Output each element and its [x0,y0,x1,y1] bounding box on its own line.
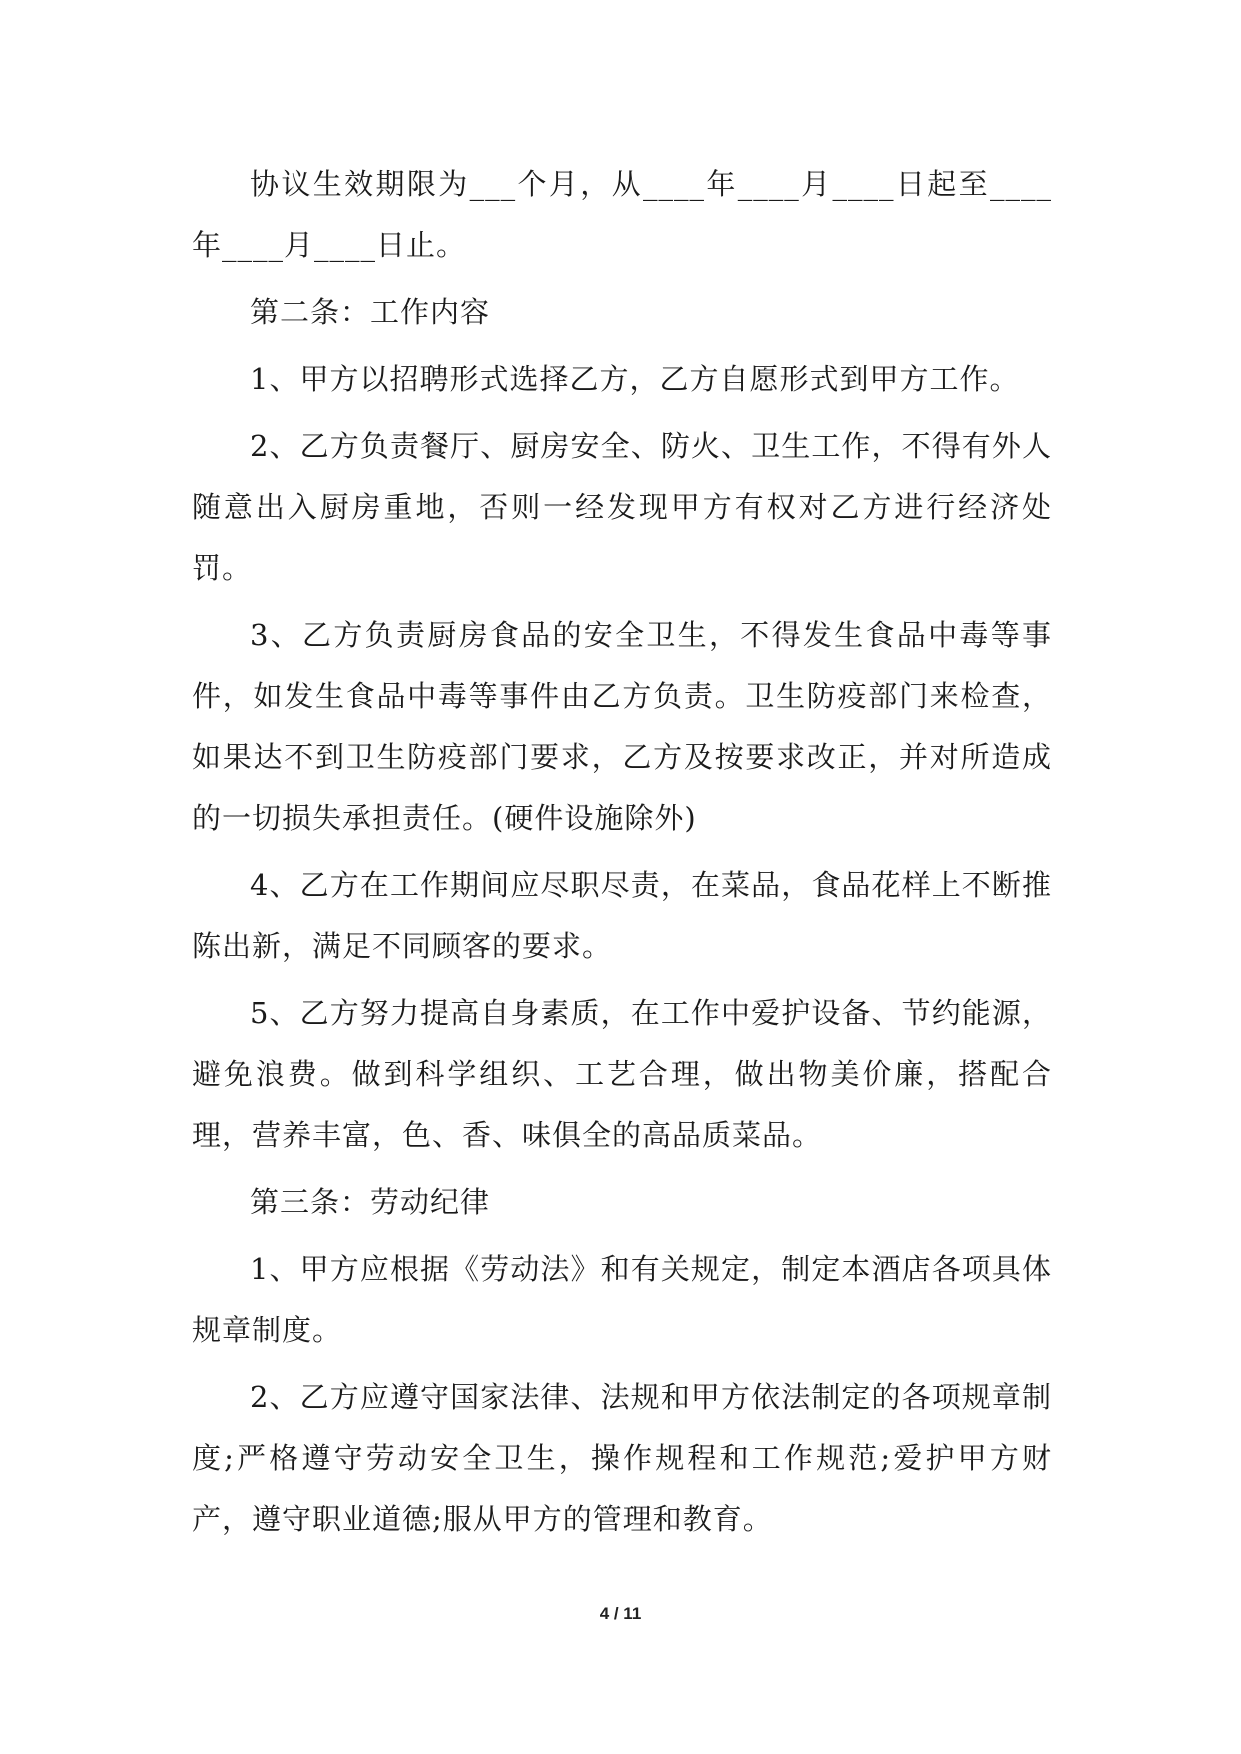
article-3-clause-1: 1、甲方应根据《劳动法》和有关规定，制定本酒店各项具体规章制度。 [192,1252,1052,1347]
validity-period-paragraph: 协议生效期限为___个月，从____年____月____日起至____年____月____日止。 [192,167,1052,262]
article-2-clause-4: 4、乙方在工作期间应尽职尽责，在菜品，食品花样上不断推陈出新，满足不同顾客的要求。 [192,868,1052,963]
article-2-clause-2: 2、乙方负责餐厅、厨房安全、防火、卫生工作，不得有外人随意出入厨房重地，否则一经发现甲方有权对乙方进行经济处罚。 [192,429,1052,585]
article-2-clause-1: 1、甲方以招聘形式选择乙方，乙方自愿形式到甲方工作。 [250,362,1020,396]
article-3-clause-2: 2、乙方应遵守国家法律、法规和甲方依法制定的各项规章制度;严格遵守劳动安全卫生，操作规程和工作规范;爱护甲方财产，遵守职业道德;服从甲方的管理和教育。 [192,1380,1052,1536]
article-2-clause-5: 5、乙方努力提高自身素质，在工作中爱护设备、节约能源，避免浪费。做到科学组织、工艺合理，做出物美价廉，搭配合理，营养丰富，色、香、味俱全的高品质菜品。 [192,996,1052,1152]
article-2-heading: 第二条：工作内容 [250,295,491,329]
article-3-heading: 第三条：劳动纪律 [250,1185,491,1219]
document-body [192,154,1052,1556]
article-2-clause-3: 3、乙方负责厨房食品的安全卫生，不得发生食品中毒等事件，如发生食品中毒等事件由乙方负责。卫生防疫部门来检查，如果达不到卫生防疫部门要求，乙方及按要求改正，并对所造成的一切损失承担责任。(硬件设施除外) [192,618,1052,835]
page-number: 4 / 11 [599,1604,642,1623]
